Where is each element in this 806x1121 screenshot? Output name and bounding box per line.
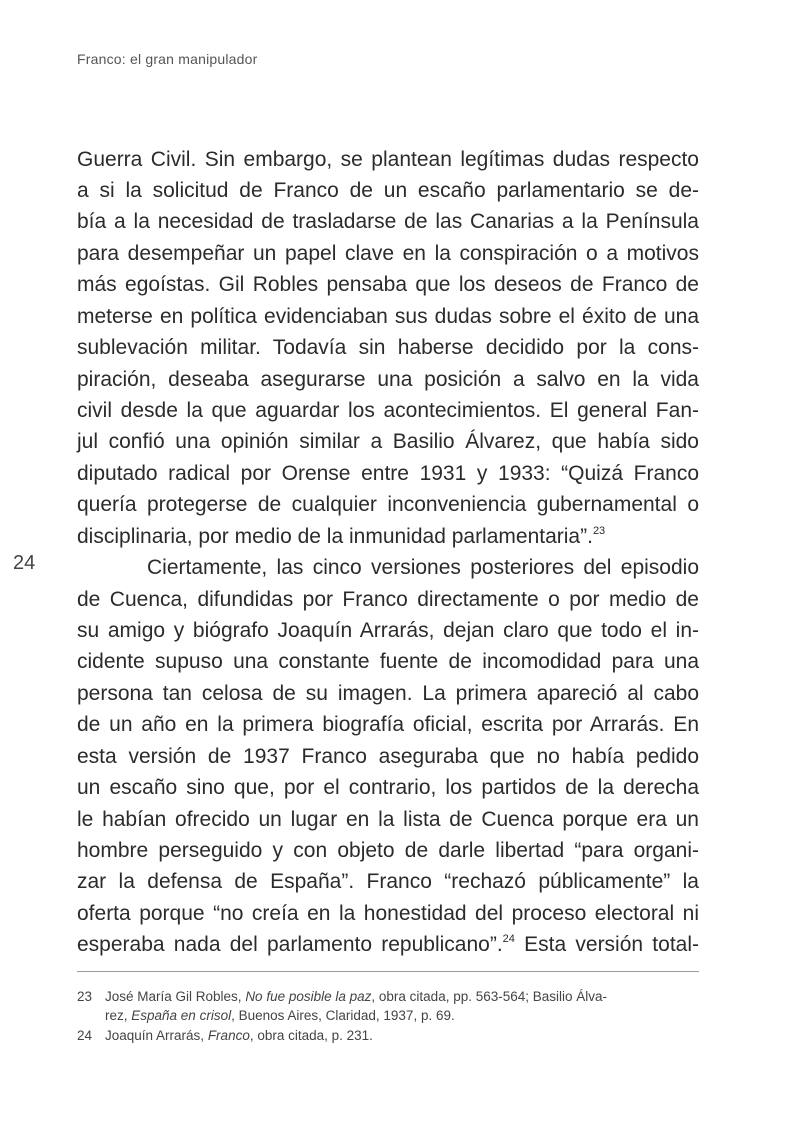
text-line: civil desde la que aguardar los acontecimientos. El general Fan- [77,399,699,422]
footnote-24 [77,1027,699,1045]
text-line: más egoístas. Gil Robles pensaba que los deseos de Franco de [77,273,699,296]
text-line: diputado radical por Orense entre 1931 y 1933: “Quizá Franco [77,462,699,485]
footnote-number: 23 [77,989,93,1004]
footnote-text: Joaquín Arrarás, [105,1028,208,1043]
text-line [77,931,699,958]
text-line: quería protegerse de cualquier inconveniencia gubernamental o [77,493,699,516]
text-line: de un año en la primera biografía oficial, escrita por Arrarás. En [77,713,699,736]
text-line: cidente supuso una constante fuente de incomodidad para una [77,650,699,673]
footnote-ref: 23 [592,525,606,537]
footnote-text: , obra citada, pp. 563-564; Basilio Álva- [371,989,608,1004]
text-line: le habían ofrecido un lugar en la lista de Cuenca porque era un [77,808,699,831]
text-line: para desempeñar un papel clave en la conspiración o a motivos [77,242,699,265]
text-line: sublevación militar. Todavía sin haberse decidido por la cons- [77,336,699,359]
text-line: su amigo y biógrafo Joaquín Arrarás, dejan claro que todo el in- [77,619,699,642]
text-line: un escaño sino que, por el contrario, los partidos de la derecha [77,776,699,799]
text-run: Esta versión total- [514,933,699,956]
footnote-divider [77,971,699,972]
book-title: No fue posible la paz [245,989,372,1004]
footnote-text: , Buenos Aires, Claridad, 1937, p. 69. [231,1008,455,1023]
footnote-text: , obra citada, p. 231. [249,1028,373,1043]
text-line: zar la defensa de España”. Franco “rechazó públicamente” la [77,870,699,893]
text-line: Guerra Civil. Sin embargo, se plantean legítimas dudas respecto [77,148,699,171]
footnote-text: José María Gil Robles, [105,989,246,1004]
text-line: bía a la necesidad de trasladarse de las Canarias a la Península [77,210,699,233]
text-line: oferta porque “no creía en la honestidad del proceso electoral ni [77,902,699,925]
footnote-23 [77,988,699,1006]
text-line: meterse en política evidenciaban sus dudas sobre el éxito de una [77,305,699,328]
footnote-ref: 24 [502,933,515,945]
text-line: persona tan celosa de su imagen. La primera apareció al cabo [77,682,699,705]
text-run: esperaba nada del parlamento republicano”. [77,933,503,956]
text-line: Ciertamente, las cinco versiones posteriores del episodio [147,556,699,579]
margin-page-number: 24 [13,552,36,574]
text-line: de Cuenca, difundidas por Franco directamente o por medio de [77,588,699,611]
text-line [77,523,699,550]
text-line: hombre perseguido y con objeto de darle libertad “para organi- [77,839,699,862]
text-line: esta versión de 1937 Franco aseguraba que no había pedido [77,745,699,768]
footnote-text: rez, [105,1008,132,1023]
text-run: disciplinaria, por medio de la inmunidad parlamentaria”. [77,525,593,548]
footnote-number: 24 [77,1028,93,1043]
footnote-23-continued [77,1007,699,1025]
text-line: a si la solicitud de Franco de un escaño parlamentario se de- [77,179,699,202]
text-line: piración, deseaba asegurarse una posición a salvo en la vida [77,368,699,391]
book-title: España en crisol [131,1008,232,1023]
book-title: Franco [207,1028,250,1043]
text-line: jul confió una opinión similar a Basilio Álvarez, que había sido [77,430,699,453]
running-title: Franco: el gran manipulador [77,51,258,67]
